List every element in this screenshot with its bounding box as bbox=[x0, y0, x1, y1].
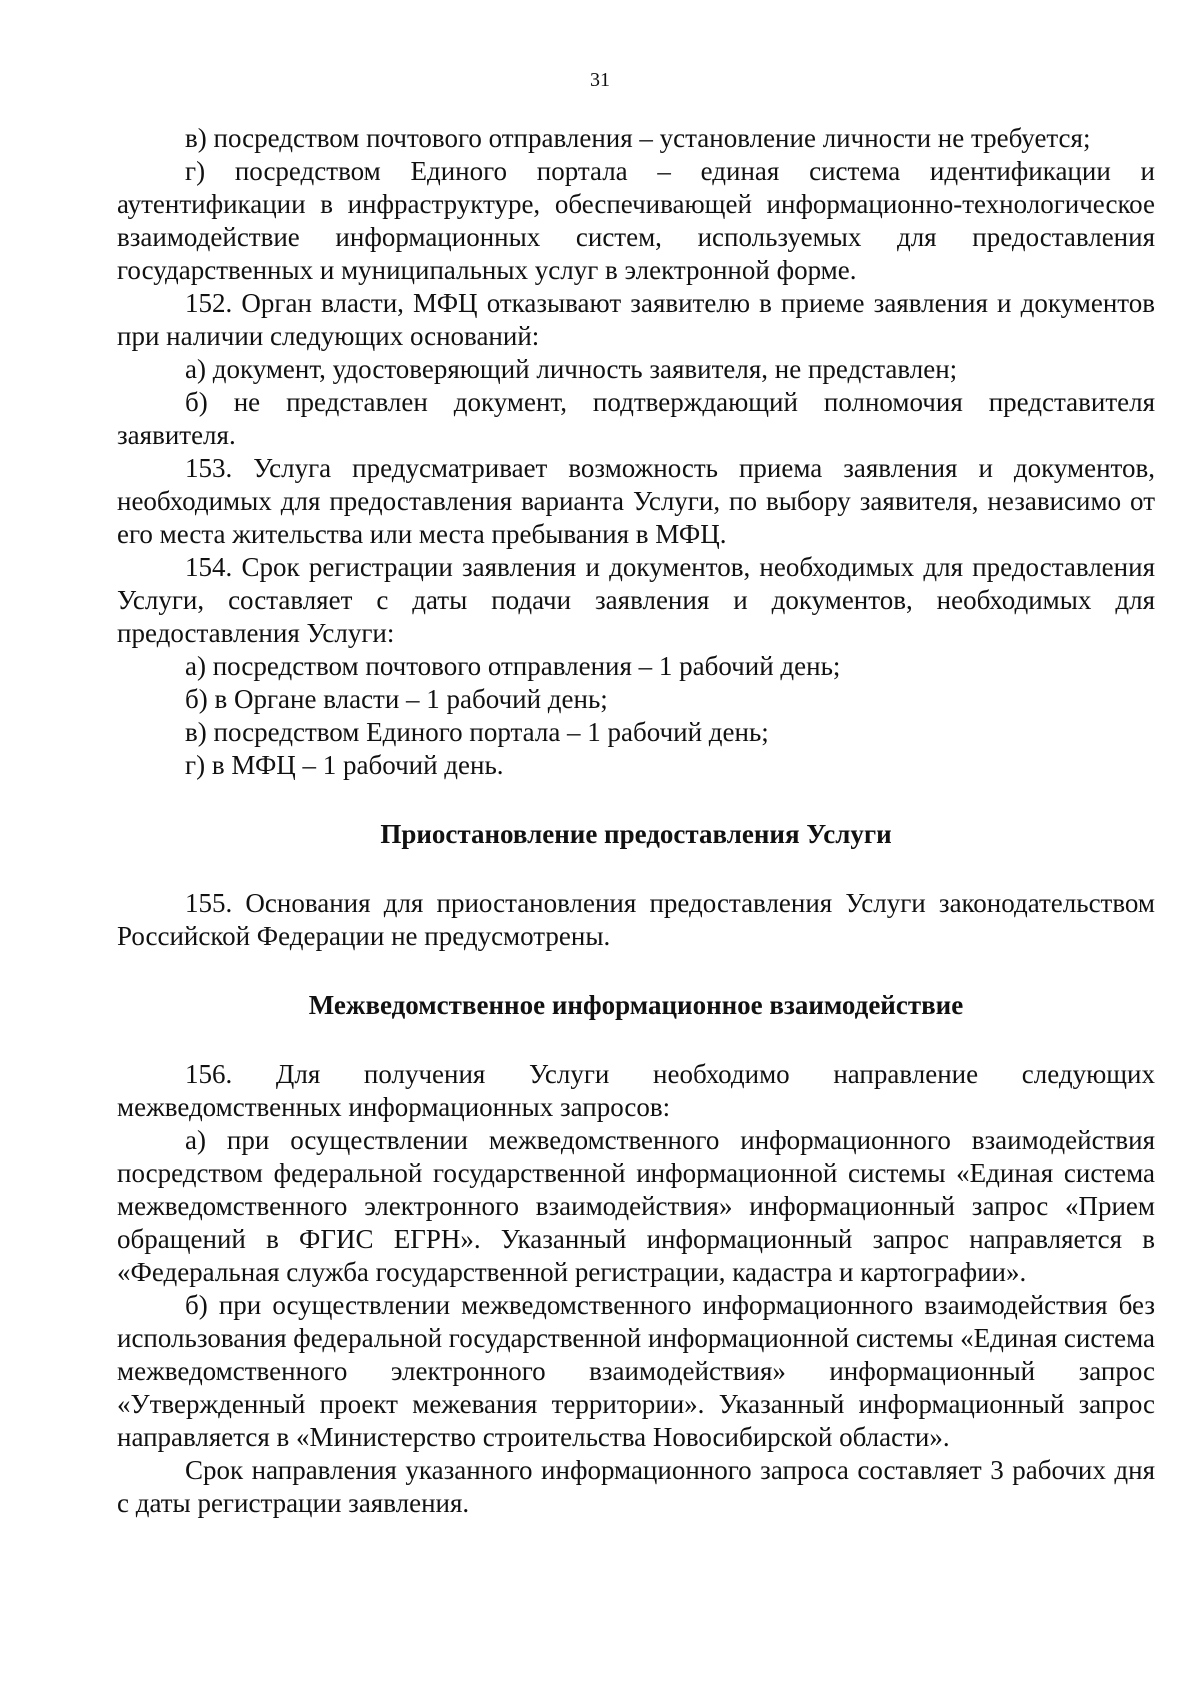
paragraph-154-g: г) в МФЦ – 1 рабочий день. bbox=[185, 750, 504, 780]
section-heading-suspension: Приостановление предоставления Услуги bbox=[380, 819, 892, 849]
paragraph-154-v: в) посредством Единого портала – 1 рабочий день; bbox=[185, 717, 769, 747]
paragraph-154: 154. Срок регистрации заявления и документов, необходимых для предоставления Услуги, составляет с даты подачи заявления и документов, необходимых для предоставления Услуги: bbox=[117, 552, 1155, 648]
paragraph-152-b: б) не представлен документ, подтверждающий полномочия представителя заявителя. bbox=[117, 387, 1155, 450]
paragraph-152-a: а) документ, удостоверяющий личность заявителя, не представлен; bbox=[185, 354, 958, 384]
paragraph-156: 156. Для получения Услуги необходимо направление следующих межведомственных информационных запросов: bbox=[117, 1059, 1155, 1122]
paragraph-156-b: б) при осуществлении межведомственного информационного взаимодействия без использования федеральной государственной информационной системы «Единая система межведомственного электронного взаимодействия» информационный запрос «Утвержденный проект межевания территории». Указанный информационный запрос направляется в «Министерство строительства Новосибирской области». bbox=[117, 1290, 1155, 1452]
paragraph-154-a: а) посредством почтового отправления – 1 рабочий день; bbox=[185, 651, 841, 681]
paragraph-152: 152. Орган власти, МФЦ отказывают заявителю в приеме заявления и документов при наличии следующих оснований: bbox=[117, 288, 1155, 351]
paragraph-v-postal: в) посредством почтового отправления – установление личности не требуется; bbox=[185, 123, 1091, 153]
paragraph-g-portal: г) посредством Единого портала – единая система идентификации и аутентификации в инфраструктуре, обеспечивающей информационно-технологическое взаимодействие информационных систем, используемых для предоставления государственных и муниципальных услуг в электронной форме. bbox=[117, 156, 1155, 285]
paragraph-154-b: б) в Органе власти – 1 рабочий день; bbox=[185, 684, 608, 714]
paragraph-156-a: а) при осуществлении межведомственного информационного взаимодействия посредством федеральной государственной информационной системы «Единая система межведомственного электронного взаимодействия» информационный запрос «Прием обращений в ФГИС ЕГРН». Указанный информационный запрос направляется в «Федеральная служба государственной регистрации, кадастра и картографии». bbox=[117, 1125, 1155, 1287]
paragraph-155: 155. Основания для приостановления предоставления Услуги законодательством Российской Федерации не предусмотрены. bbox=[117, 888, 1155, 951]
document-body bbox=[117, 122, 1155, 1520]
paragraph-153: 153. Услуга предусматривает возможность приема заявления и документов, необходимых для предоставления варианта Услуги, по выбору заявителя, независимо от его места жительства или места пребывания в МФЦ. bbox=[117, 453, 1155, 549]
paragraph-request-deadline: Срок направления указанного информационного запроса составляет 3 рабочих дня с даты регистрации заявления. bbox=[117, 1455, 1155, 1518]
page-number: 31 bbox=[590, 69, 610, 91]
section-heading-interagency: Межведомственное информационное взаимодействие bbox=[308, 990, 964, 1020]
